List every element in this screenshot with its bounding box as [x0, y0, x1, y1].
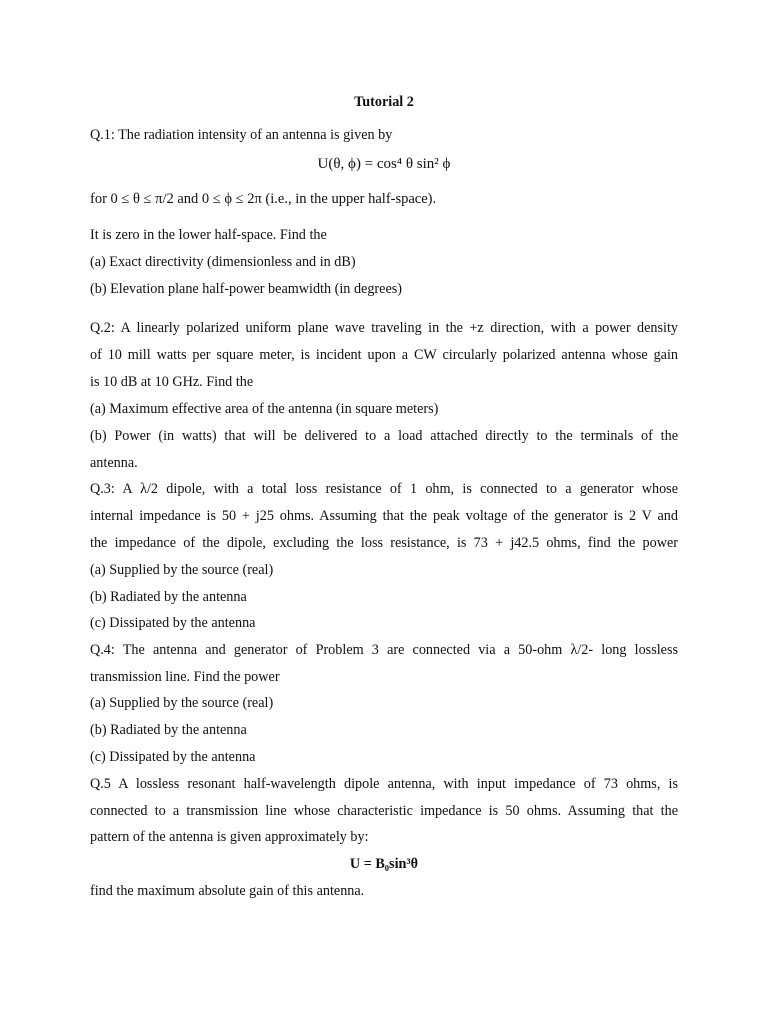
q1-range: for 0 ≤ θ ≤ π/2 and 0 ≤ ϕ ≤ 2π (i.e., in the upper half-space).	[90, 191, 437, 207]
q2-part-b1: (b) Power (in watts) that will be delivered to a load attached directly to the terminals of the	[90, 428, 678, 444]
q1-part-b: (b) Elevation plane half-power beamwidth (in degrees)	[90, 281, 403, 297]
q4-part-b: (b) Radiated by the antenna	[90, 722, 247, 738]
q2-part-b2: antenna.	[90, 455, 138, 471]
q3-line2: internal impedance is 50 + j25 ohms. Assuming that the peak voltage of the generator is 2 V and	[90, 508, 678, 524]
q1-intro: Q.1: The radiation intensity of an antenna is given by	[90, 127, 393, 143]
q5-line2: connected to a transmission line whose characteristic impedance is 50 ohms. Assuming that the	[90, 803, 678, 819]
q5-line3: pattern of the antenna is given approximately by:	[90, 829, 369, 845]
q4-part-a: (a) Supplied by the source (real)	[90, 695, 274, 711]
q1-line4: It is zero in the lower half-space. Find the	[90, 227, 327, 243]
q4-line1: Q.4: The antenna and generator of Problem 3 are connected via a 50-ohm λ/2- long lossless	[90, 642, 678, 658]
q2-line2: of 10 mill watts per square meter, is incident upon a CW circularly polarized antenna whose gain	[90, 347, 678, 363]
q2-line3: is 10 dB at 10 GHz. Find the	[90, 374, 254, 390]
q5-equation: U = B₀sin³θ	[349, 856, 419, 872]
page-title: Tutorial 2	[354, 94, 414, 110]
q3-line1: Q.3: A λ/2 dipole, with a total loss resistance of 1 ohm, is connected to a generator whose	[90, 481, 678, 497]
q3-part-a: (a) Supplied by the source (real)	[90, 562, 274, 578]
q2-line1: Q.2: A linearly polarized uniform plane wave traveling in the +z direction, with a power density	[90, 320, 678, 336]
q5-line5: find the maximum absolute gain of this antenna.	[90, 883, 365, 899]
q3-line3: the impedance of the dipole, excluding the loss resistance, is 73 + j42.5 ohms, find the power	[90, 535, 678, 551]
q3-part-c: (c) Dissipated by the antenna	[90, 615, 256, 631]
q4-line2: transmission line. Find the power	[90, 669, 280, 685]
q3-part-b: (b) Radiated by the antenna	[90, 589, 247, 605]
q5-line1: Q.5 A lossless resonant half-wavelength dipole antenna, with input impedance of 73 ohms, is	[90, 776, 678, 792]
q4-part-c: (c) Dissipated by the antenna	[90, 749, 256, 765]
q1-part-a: (a) Exact directivity (dimensionless and in dB)	[90, 254, 356, 270]
q1-equation: U(θ, ϕ) = cos⁴ θ sin² ϕ	[317, 156, 451, 172]
q2-part-a: (a) Maximum effective area of the antenna (in square meters)	[90, 401, 439, 417]
